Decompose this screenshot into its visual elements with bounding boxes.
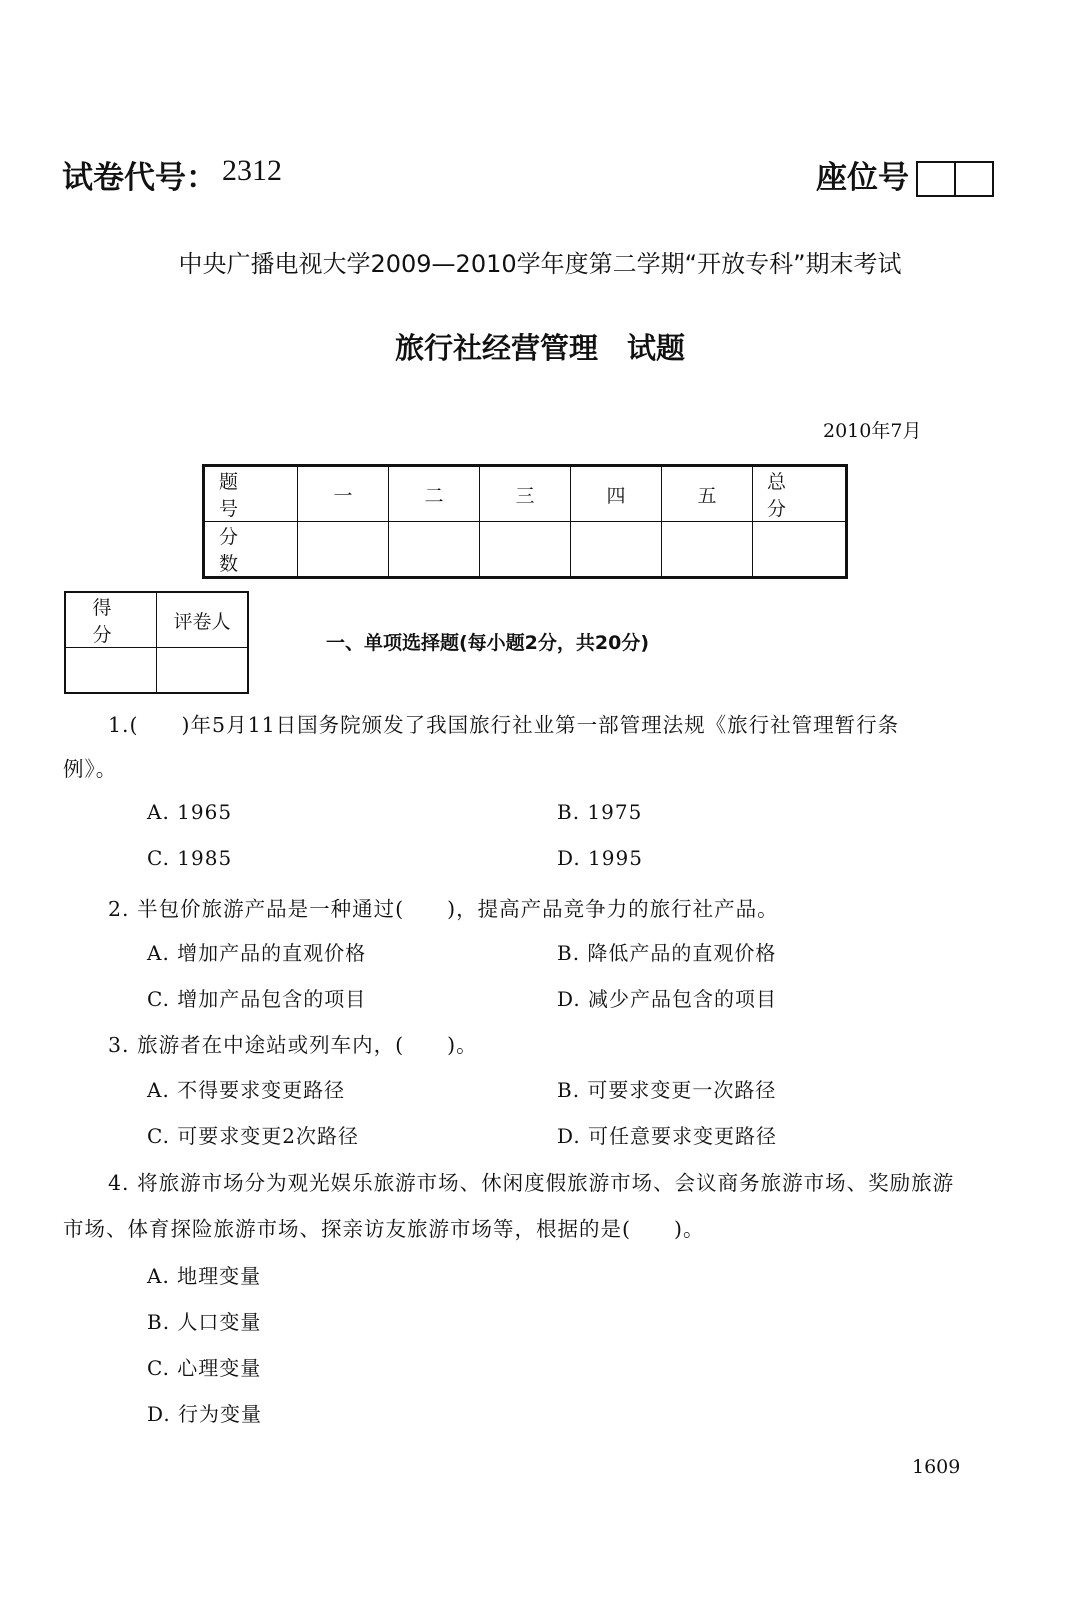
grader-name-cell: [157, 648, 249, 694]
question-1-option-c: C. 1985: [147, 846, 233, 870]
seat-number-boxes: [916, 161, 994, 195]
grader-table: [64, 591, 249, 694]
seat-number-label: 座位号: [816, 160, 909, 196]
question-2-option-b: B. 降低产品的直观价格: [557, 941, 777, 965]
question-3-option-d: D. 可任意要求变更路径: [557, 1124, 778, 1148]
score-cell: [662, 522, 753, 578]
question-1-option-b: B. 1975: [557, 800, 643, 824]
question-2-text: 2. 半包价旅游产品是一种通过( )，提高产品竞争力的旅行社产品。: [108, 897, 779, 921]
score-cell: [298, 522, 389, 578]
question-2-option-c: C. 增加产品包含的项目: [147, 987, 367, 1011]
exam-date: 2010年7月: [823, 420, 922, 442]
score-row-label: 分 数: [204, 522, 298, 578]
question-4-option-d: D. 行为变量: [147, 1402, 263, 1426]
grader-score-cell: [65, 648, 157, 694]
page-number: 1609: [912, 1456, 961, 1478]
exam-title: 旅行社经营管理 试题: [394, 331, 685, 365]
grader-table-header-row: [65, 592, 248, 648]
score-table-header-cell: 三: [480, 466, 571, 522]
question-1-option-a: A. 1965: [147, 800, 233, 824]
question-3-option-a: A. 不得要求变更路径: [147, 1078, 346, 1102]
question-4-text: 4. 将旅游市场分为观光娱乐旅游市场、休闲度假旅游市场、会议商务旅游市场、奖励旅游: [108, 1171, 955, 1195]
section-title: 一、单项选择题(每小题2分，共20分): [326, 632, 650, 654]
grader-score-label: 得 分: [65, 592, 157, 648]
question-4-option-b: B. 人口变量: [147, 1310, 262, 1334]
score-table-header-cell: 一: [298, 466, 389, 522]
score-cell: [480, 522, 571, 578]
score-table-header-row: [204, 466, 847, 522]
score-table: [202, 464, 848, 579]
score-table-score-row: [204, 522, 847, 578]
question-3-text: 3. 旅游者在中途站或列车内，( )。: [108, 1033, 478, 1057]
score-cell: [389, 522, 480, 578]
question-1-text-continued: 例》。: [63, 757, 118, 781]
paper-code-value: 2312: [222, 154, 282, 187]
score-cell: [753, 522, 847, 578]
paper-code-label: 试卷代号：: [62, 160, 217, 196]
seat-number-box: [916, 161, 956, 197]
exam-header: 中央广播电视大学2009—2010学年度第二学期“开放专科”期末考试: [178, 250, 902, 278]
question-1-text: 1.( )年5月11日国务院颁发了我国旅行社业第一部管理法规《旅行社管理暂行条: [108, 713, 900, 737]
seat-number-box: [956, 161, 994, 197]
score-cell: [571, 522, 662, 578]
grader-name-label: 评卷人: [157, 592, 249, 648]
question-3-option-c: C. 可要求变更2次路径: [147, 1124, 360, 1148]
question-2-option-d: D. 减少产品包含的项目: [557, 987, 778, 1011]
score-table-header-cell: 四: [571, 466, 662, 522]
question-1-option-d: D. 1995: [557, 846, 643, 870]
question-4-text-continued: 市场、体育探险旅游市场、探亲访友旅游市场等，根据的是( )。: [63, 1217, 705, 1241]
score-table-header-cell: 题 号: [204, 466, 298, 522]
question-2-option-a: A. 增加产品的直观价格: [147, 941, 367, 965]
score-table-header-cell: 二: [389, 466, 480, 522]
question-4-option-a: A. 地理变量: [147, 1264, 262, 1288]
grader-table-blank-row: [65, 648, 248, 694]
score-table-header-cell: 总 分: [753, 466, 847, 522]
question-4-option-c: C. 心理变量: [147, 1356, 262, 1380]
score-table-header-cell: 五: [662, 466, 753, 522]
question-3-option-b: B. 可要求变更一次路径: [557, 1078, 777, 1102]
